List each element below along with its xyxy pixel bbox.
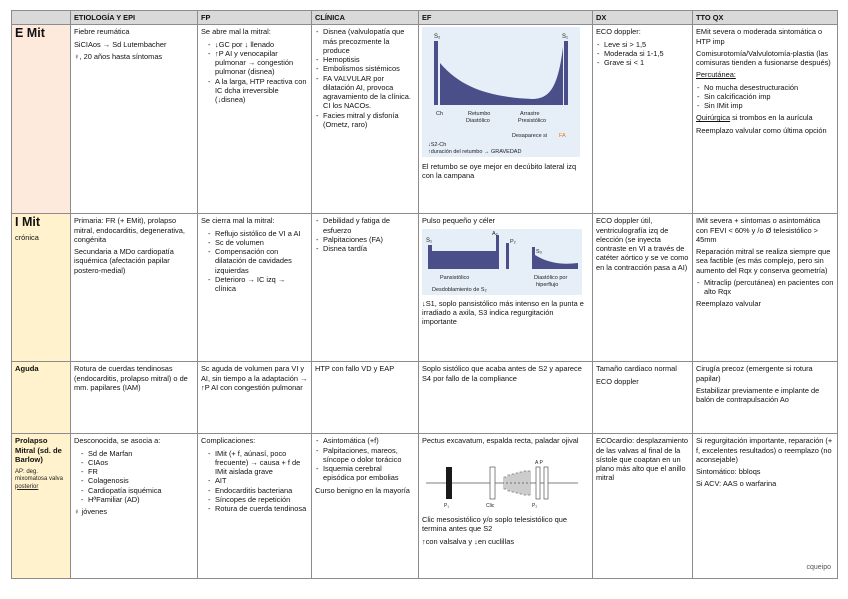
ef-text: El retumbo se oye mejor en decúbito lateral izq con la campana	[422, 161, 577, 180]
dx-text: ECO doppler útil, ventriculografía izq de elección (se inyecta contraste en VI a través de catéter aórtico y se ve como en la contracción pasa a AI)	[596, 216, 689, 272]
list-item: - Compensación con dilatación de cavidades izquierdas	[207, 247, 308, 275]
clin-list	[315, 27, 415, 129]
cell-aguda-dx	[593, 362, 693, 434]
row-title: I Mit	[15, 215, 40, 230]
row-head-emit	[12, 25, 71, 214]
list-item: - Palpitaciones (FA)	[315, 235, 415, 244]
ap-label: A P	[535, 459, 543, 466]
etio-list	[80, 449, 194, 505]
row-head-imit	[12, 214, 71, 362]
click-murmur-figure	[422, 453, 582, 511]
clin-text: HTP con fallo VD y EAP	[315, 364, 395, 374]
fp-list	[207, 229, 308, 294]
header-clinic: CLÍNICA	[312, 11, 419, 25]
cell-emit-ef	[419, 25, 593, 214]
list-item: - Palpitaciones, mareos, síncope o dolor torácico	[315, 446, 415, 465]
fp-list	[207, 449, 308, 514]
etio-intro: Desconocida, se asocia a:	[74, 436, 161, 446]
etio-line: ♀, 20 años hasta síntomas	[74, 51, 163, 61]
tto-line: EMit severa o moderada sintomática o HTP imp	[696, 27, 823, 46]
etio-text: Rotura de cuerdas tendinosas (endocarditis, prolapso mitral) o de mm. papilares (IAM)	[74, 364, 188, 392]
tto-line: Sintomático: bbloqs	[696, 467, 761, 476]
mitral-valve-summary-table-page	[11, 10, 837, 586]
ef-text: Clic mesosistólico y/o soplo telesistólico que termina antes que S2	[422, 514, 568, 533]
pansystolic-block	[432, 251, 496, 269]
split-s2-label: Desdoblamiento de S₂	[432, 286, 487, 293]
cell-imit-tto	[693, 214, 838, 362]
header-ef: EF	[419, 11, 593, 25]
list-item: - CIAos	[80, 458, 194, 467]
fp-text: Sc aguda de volumen para VI y AI, sin tiempo a la adaptación → ↑P AI con congestión pulmonar	[201, 364, 308, 392]
header-etiology: ETIOLOGÍA Y EPI	[71, 11, 198, 25]
header-empty	[12, 11, 71, 25]
list-item: - Isquemia cerebral episódica por embolias	[315, 464, 415, 483]
cell-prolapso-ef	[419, 434, 593, 579]
list-item: - Asintomática (+f)	[315, 436, 415, 445]
tto-line: IMit severa + síntomas o asintomática con FEVI < 60% y /o Ø telesistólico > 45mm	[696, 216, 821, 244]
list-item: - Colagenosis	[80, 476, 194, 485]
dx-list	[596, 40, 689, 68]
list-item: - No mucha desestructuración	[696, 83, 834, 92]
pansystolic-label: Pansistólico	[440, 274, 470, 281]
s2-label: S₂	[434, 34, 441, 41]
list-item: - Sin IMit imp	[696, 101, 834, 110]
tto-list	[696, 278, 834, 297]
list-item: - Grave si < 1	[596, 58, 689, 67]
ap-note-posterior: posterior	[15, 483, 39, 490]
clin-list	[315, 216, 415, 253]
telesystolic-murmur-ticks	[504, 471, 530, 495]
a2-label: A₂	[492, 230, 498, 237]
cell-imit-fp	[198, 214, 312, 362]
etio-line: Secundaria a MDo cardiopatía isquémica (afectación papilar postero-medial)	[74, 247, 174, 275]
s2-ch-note: ↓S2-Ch	[428, 142, 447, 149]
row-aguda	[12, 362, 838, 434]
tto-line	[696, 113, 834, 122]
cell-prolapso-clin	[312, 434, 419, 579]
tto-line: Estabilizar previamente e implante de balón de contrapulsación Ao	[696, 385, 820, 404]
s3-bar	[532, 247, 535, 269]
p2-bar	[506, 243, 509, 269]
etio-line: SiCIAos → Sd Lutembacher	[74, 39, 167, 49]
pansystolic-murmur-figure	[422, 229, 582, 295]
s3-label: S₃	[536, 248, 542, 255]
list-item: - Leve si > 1,5	[596, 40, 689, 49]
percutaneous-title: Percutánea:	[696, 70, 736, 80]
cell-imit-dx	[593, 214, 693, 362]
fa-label: FA	[559, 133, 566, 140]
cell-aguda-etio	[71, 362, 198, 434]
list-item: - Disnea (valvulopatía que más precozmente la produce	[315, 27, 415, 55]
header-fp: FP	[198, 11, 312, 25]
list-item: - Disnea tardía	[315, 244, 415, 253]
list-item: - AIT	[207, 476, 308, 485]
ap-note-text: AP: deg. mixomatosa valva	[15, 468, 64, 483]
hyperflow-label: hiperflujo	[536, 281, 559, 288]
dx-line: Tamaño cardiaco normal	[596, 364, 677, 374]
retumbo-label: Retumbo	[468, 111, 491, 118]
tto-line: Comisurotomía/Valvulotomía-plastia (las comisuras tienden a fusionarse después)	[696, 48, 831, 67]
s2-bar	[434, 41, 438, 105]
click-label: Clic	[486, 502, 495, 509]
dx-intro: ECO doppler:	[596, 27, 641, 37]
tto-line: Si ACV: AAS o warfarina	[696, 479, 777, 489]
clin-line: Curso benigno en la mayoría	[315, 485, 410, 495]
list-item: - Endocarditis bacteriana	[207, 486, 308, 495]
list-item: - HªFamiliar (AD)	[80, 495, 194, 504]
p1-bar	[446, 467, 452, 499]
ef-intro: Pectus excavatum, espalda recta, paladar ojival	[422, 436, 579, 446]
diastolic-label: Diastólico	[466, 118, 490, 125]
surgical-rest: si trombos en la aurícula	[730, 113, 813, 123]
s1-bar	[564, 41, 568, 105]
list-item: - Deterioro → IC izq → clínica	[207, 275, 308, 294]
surgical-title: Quirúrgica	[696, 113, 731, 123]
cell-emit-tto	[693, 25, 838, 214]
list-item: - Sd de Marfan	[80, 449, 194, 458]
cell-aguda-tto	[693, 362, 838, 434]
etio-line: Fiebre reumática	[74, 27, 130, 37]
ef-text: ↓S1, soplo pansistólico más intenso en la punta e irradiado a axila, S3 indica regurgitación importante	[422, 298, 584, 327]
header-dx: DX	[593, 11, 693, 25]
cell-aguda-fp	[198, 362, 312, 434]
list-item: - Moderada si 1-1,5	[596, 49, 689, 58]
cell-imit-ef	[419, 214, 593, 362]
ef-intro: Pulso pequeño y céler	[422, 216, 496, 226]
a-bar	[536, 467, 540, 499]
list-item: - ↓GC por ↓ llenado	[207, 40, 308, 49]
fp-list	[207, 40, 308, 105]
list-item: - IMit (+ f, aúnasí, poco frecuente) → causa + f de IMit aislada grave	[207, 449, 308, 477]
header-row	[12, 11, 838, 25]
row-emit	[12, 25, 838, 214]
author-signature: cqueipo	[806, 563, 831, 571]
row-title: Prolapso Mitral (sd. de Barlow)	[15, 436, 62, 465]
list-item: - FA VALVULAR por dilatación AI, provoca agravamiento de la clínica. CI los NACOs.	[315, 74, 415, 111]
s1-label: S₁	[562, 34, 569, 41]
fp-intro: Complicaciones:	[201, 436, 256, 446]
cell-aguda-ef	[419, 362, 593, 434]
ef-line: ↑con valsalva y ↓en cuclillas	[422, 537, 515, 547]
list-item: - Debilidad y fatiga de esfuerzo	[315, 216, 415, 235]
cell-emit-etio	[71, 25, 198, 214]
s1-label: S₁	[426, 237, 433, 244]
cell-prolapso-fp	[198, 434, 312, 579]
header-tto: TTO QX	[693, 11, 838, 25]
a2-bar	[496, 235, 499, 269]
row-head-prolapso	[12, 434, 71, 579]
duration-note: ↑duración del retumbo → GRAVEDAD	[428, 149, 522, 156]
ef-text: Soplo sistólico que acaba antes de S2 y aparece S4 por fallo de la compliance	[422, 364, 582, 383]
ch-label: Ch	[436, 111, 444, 118]
cell-emit-fp	[198, 25, 312, 214]
list-item: - Facies mitral y disfonía (Ornetz, raro)	[315, 111, 415, 130]
fp-intro: Se cierra mal la mitral:	[201, 216, 275, 226]
mitral-valvulopathy-table	[11, 10, 838, 579]
arrastre-label: Arrastre	[520, 111, 540, 118]
etio-line: Primaria: FR (+ EMit), prolapso mitral, endocarditis, degenerativa, congénita	[74, 216, 185, 244]
dx-text: ECOcardio: desplazamiento de las valvas al final de la sístole que coaptan en un plano más alto que el anillo mitral	[596, 436, 689, 483]
presistolic-label: Presistólico	[518, 118, 547, 125]
p2-label: P₂	[532, 502, 538, 509]
list-item: - Cardiopatía isquémica	[80, 486, 194, 495]
cell-prolapso-dx	[593, 434, 693, 579]
list-item: - Embolismos sistémicos	[315, 64, 415, 73]
tto-line: Si regurgitación importante, reparación (+ f, excelentes resultados) o reemplazo (no aconsejable)	[696, 436, 833, 464]
cell-aguda-clin	[312, 362, 419, 434]
fp-intro: Se abre mal la mitral:	[201, 27, 271, 37]
retumbo-diastolic-figure	[422, 27, 580, 157]
list-item: - Reflujo sistólico de VI a AI	[207, 229, 308, 238]
row-head-aguda	[12, 362, 71, 434]
cell-emit-clin	[312, 25, 419, 214]
tto-line: Reparación mitral se realiza siempre que sea factible (es más complejo, pero sin aumento del Rqx y conserva geometría)	[696, 247, 831, 275]
etio-line: ♀ jóvenes	[74, 507, 108, 516]
s1-bar	[428, 245, 432, 269]
cell-imit-clin	[312, 214, 419, 362]
list-item: - Mitraclip (percutánea) en pacientes con alto Rqx	[696, 278, 834, 297]
cell-prolapso-etio	[71, 434, 198, 579]
p2-label: P₂	[510, 238, 516, 245]
diastolic-label: Diastólico por	[534, 274, 568, 281]
tto-line: Cirugía precoz (emergente si rotura papilar)	[696, 364, 813, 383]
disappears-label: Desaparece si	[512, 133, 548, 140]
row-title: E Mit	[15, 26, 45, 41]
row-ap-note	[15, 469, 67, 492]
dx-line: ECO doppler	[596, 376, 639, 386]
row-title: Aguda	[15, 364, 39, 374]
row-subtitle: crónica	[15, 233, 39, 242]
list-item: - Sc de volumen	[207, 238, 308, 247]
cell-emit-dx	[593, 25, 693, 214]
list-item: - A la larga, HTP reactiva con IC dcha irreversible (↓disnea)	[207, 77, 308, 105]
p1-label: P₁	[444, 502, 450, 509]
list-item: - FR	[80, 467, 194, 476]
tto-line: Reemplazo valvular	[696, 299, 761, 309]
click-bar	[490, 467, 495, 499]
row-imit	[12, 214, 838, 362]
list-item: - Sin calcificación imp	[696, 92, 834, 101]
list-item: - Hemoptisis	[315, 55, 415, 64]
row-prolapso	[12, 434, 838, 579]
list-item: - Rotura de cuerda tendinosa	[207, 504, 308, 513]
p-bar	[544, 467, 548, 499]
list-item: - Síncopes de repetición	[207, 495, 308, 504]
cell-imit-etio	[71, 214, 198, 362]
tto-line: Reemplazo valvular como última opción	[696, 125, 827, 135]
list-item: - ↑P AI y venocapilar pulmonar → congestión pulmonar (disnea)	[207, 49, 308, 77]
clin-list	[315, 436, 415, 482]
cell-prolapso-tto	[693, 434, 838, 579]
percutaneous-list	[696, 83, 834, 111]
